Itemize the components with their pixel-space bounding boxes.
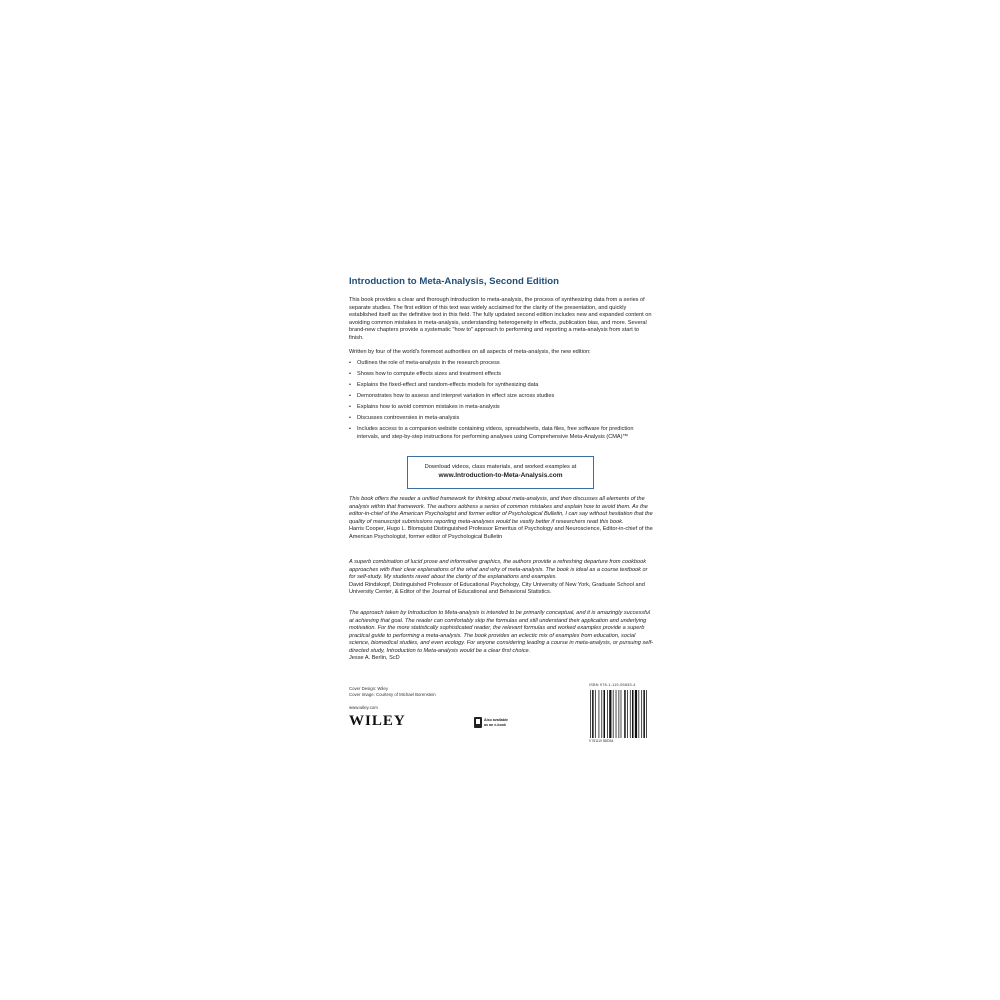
- barcode-stripe: [613, 690, 614, 738]
- ebook-badge: [474, 717, 508, 728]
- list-item: • Demonstrates how to assess and interpret variation in effect size across studies: [349, 393, 555, 399]
- cover-image-credit: Cover Image: Courtesy of Michael Borenstein: [349, 691, 436, 697]
- ebook-line2: as an e-book: [484, 722, 506, 727]
- barcode-stripe: [604, 690, 606, 738]
- barcode-stripe: [607, 690, 608, 738]
- callout-text: Download videos, class materials, and worked examples at: [424, 464, 577, 470]
- barcode-stripe: [621, 690, 622, 738]
- barcode-stripe: [635, 690, 637, 738]
- bullet-icon: •: [349, 415, 351, 421]
- isbn-block: [589, 683, 655, 743]
- testimonial-author: David Rindskopf, Distinguished Professor of Educational Psychology, City University of New York, Graduate School and University Center, & Editor of the Journal of Educational and Behavioral Statistics.: [349, 581, 645, 595]
- bullet-icon: •: [349, 393, 351, 399]
- isbn-number: ISBN 978-1-119-55835-4: [589, 683, 636, 687]
- barcode-stripe: [627, 690, 628, 738]
- back-cover: [349, 0, 655, 1000]
- barcode-stripe: [624, 690, 626, 738]
- barcode-stripe: [609, 690, 611, 738]
- website-link[interactable]: www.Introduction-to-Meta-Analysis.com: [438, 472, 563, 479]
- barcode-stripe: [619, 690, 620, 738]
- barcode-stripe: [616, 690, 617, 738]
- barcode-stripe: [643, 690, 645, 738]
- bullet-icon: •: [349, 426, 351, 432]
- testimonial-text: This book offers the reader a unified framework for thinking about meta-analysis, and then discusses all elements of the analysis within that framework. The authors address a series of common mistakes and explain how to avoid them. As the editor-in-chief of the American Psychologist and former editor of Psychological Bulletin, I can say without hesitation that the quality of manuscript submissions reporting meta-analyses would be vastly better if researchers read this book.: [349, 496, 653, 525]
- testimonial-text: A superb combination of lucid prose and informative graphics, the authors provide a refreshing departure from cookbook approaches with their clear explanations of the what and why of meta-analysis. The book is ideal as a course textbook or for self-study. My students raved about the clarity of the explanations and examples.: [349, 559, 648, 580]
- cover-design-credit: Cover Design: Wiley: [349, 686, 388, 691]
- barcode-stripe: [646, 690, 647, 738]
- barcode-stripe: [599, 690, 600, 738]
- testimonial-text: The approach taken by Introduction to Meta-analysis is intended to be primarily conceptual, and it is amazingly successful at achieving that goal. The reader can comfortably skip the formulas and still understand their application and underlying motivation. For the more statistically sophisticated reader, the relevant formulas and worked examples provide a superb practical guide to performing a meta-analysis. The book provides an eclectic mix of examples from education, social science, biomedical studies, and even ecology. For anyone considering leading a course in meta-analysis, or pursuing self-directed study, Introduction to Meta-analysis would be a clear first choice.: [349, 610, 653, 654]
- barcode-stripe: [638, 690, 639, 738]
- barcode-stripe: [632, 690, 634, 738]
- publisher-website[interactable]: www.wiley.com: [349, 705, 378, 710]
- barcode-digits: 9 781119 558354: [589, 739, 614, 743]
- book-title: Introduction to Meta-Analysis, Second Edition: [349, 276, 560, 287]
- list-item: • Explains the fixed-effect and random-effects models for synthesizing data: [349, 382, 539, 388]
- publisher-logo: WILEY: [349, 713, 406, 729]
- testimonial: [349, 610, 655, 663]
- list-item: • Includes access to a companion website containing videos, spreadsheets, data files, free software for prediction intervals, and step-by-step instructions for performing analyses using Comprehensive Meta-Analysis (CMA)™: [349, 426, 634, 440]
- testimonial-author: Jesse A. Berlin, ScD: [349, 655, 400, 661]
- list-item: • Discusses controversies in meta-analysis: [349, 415, 460, 421]
- bullet-icon: •: [349, 382, 351, 388]
- lead-sentence: Written by four of the world's foremost authorities on all aspects of meta-analysis, the new edition:: [349, 349, 591, 355]
- testimonial: [349, 559, 655, 597]
- list-item: • Outlines the role of meta-analysis in the research process: [349, 360, 500, 366]
- feature-list: [349, 360, 655, 445]
- testimonial-author: Harris Cooper, Hugo L. Blomquist Distinguished Professor Emeritus of Psychology and Neuroscience, Editor-in-chief of the American Psychologist, former editor of Psychological Bulletin: [349, 526, 653, 540]
- barcode-stripe: [595, 690, 596, 738]
- list-item: • Explains how to avoid common mistakes in meta-analysis: [349, 404, 500, 410]
- barcode-stripe: [590, 690, 591, 738]
- ebook-icon: [474, 717, 482, 728]
- intro-paragraph: This book provides a clear and thorough introduction to meta-analysis, the process of synthesizing data from a series of separate studies. The first edition of this text was widely acclaimed for the clarity of the presentation, and quickly established itself as the definitive text in this field. The fully updated second edition includes new and expanded content on avoiding common mistakes in meta-analysis, understanding heterogeneity in effects, publication bias, and more. Several brand-new chapters provide a systematic "how to" approach to performing and reporting a meta-analysis from start to finish.: [349, 297, 652, 341]
- website-callout: [407, 456, 594, 489]
- cover-credits: [349, 686, 436, 697]
- bullet-icon: •: [349, 404, 351, 410]
- barcode-stripe: [630, 690, 631, 738]
- barcode-stripe: [601, 690, 602, 738]
- barcode-icon: [589, 690, 655, 738]
- bullet-icon: •: [349, 371, 351, 377]
- testimonial: [349, 496, 655, 541]
- barcode-stripe: [592, 690, 594, 738]
- bullet-icon: •: [349, 360, 351, 366]
- barcode-stripe: [641, 690, 642, 738]
- list-item: • Shows how to compute effects sizes and treatment effects: [349, 371, 502, 377]
- ebook-line1: Also available: [484, 718, 508, 723]
